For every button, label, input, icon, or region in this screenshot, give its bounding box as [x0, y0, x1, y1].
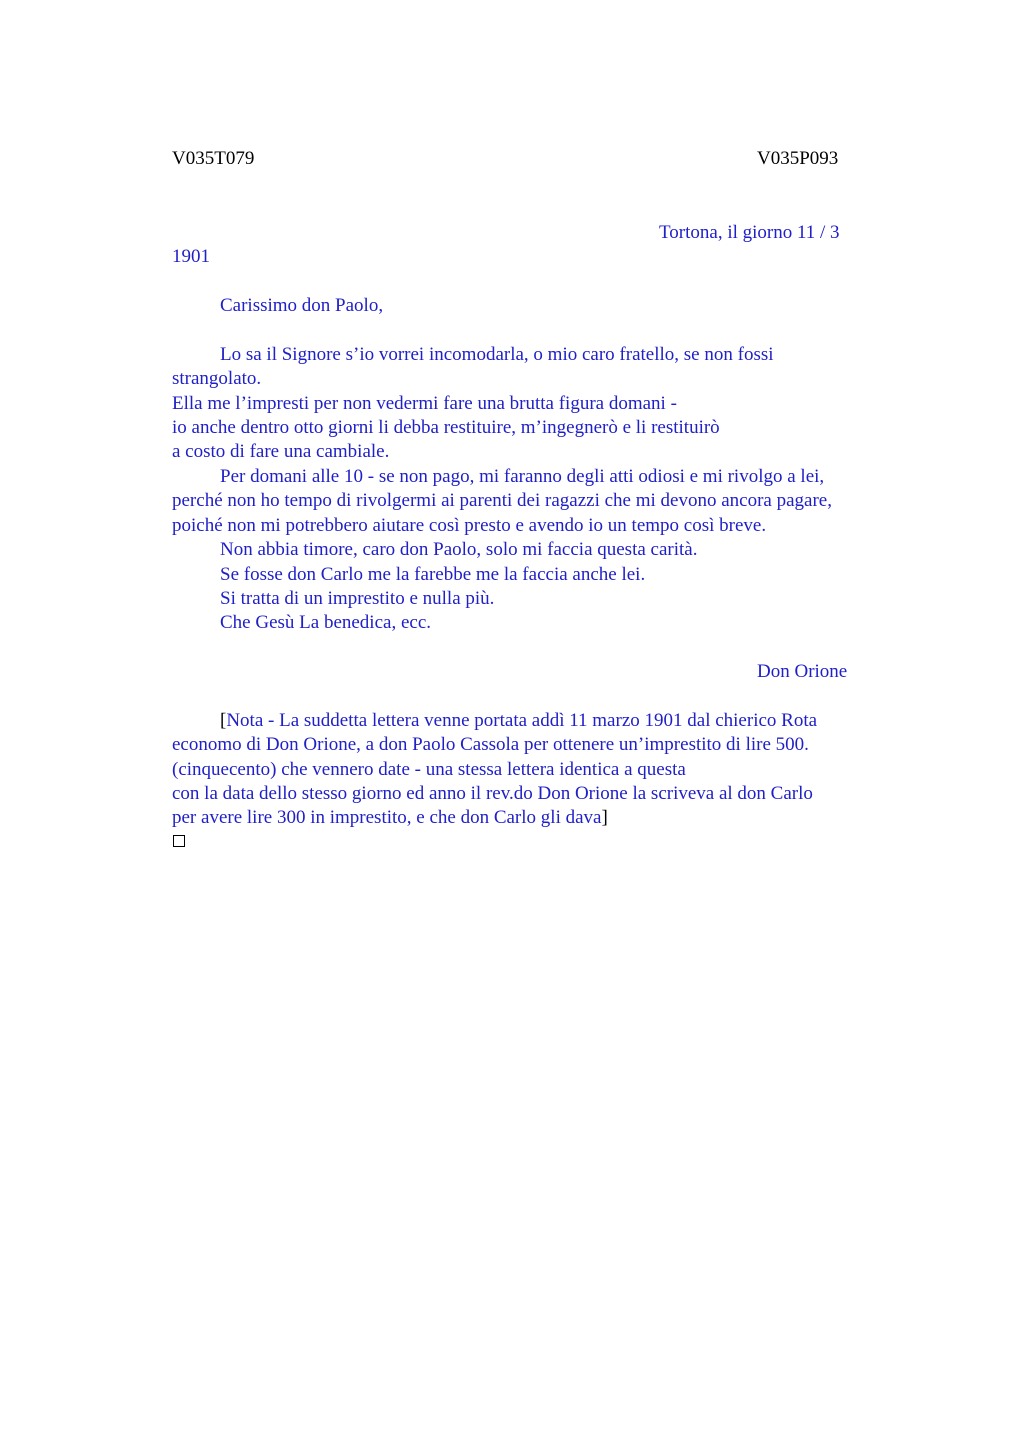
signature: Don Orione — [757, 661, 848, 682]
body-line: io anche dentro otto giorni li debba restituire, m’ingegnerò e li restituirò — [172, 417, 720, 438]
note-line: (cinquecento) che vennero date - una stessa lettera identica a questa — [172, 759, 686, 780]
body-line: Non abbia timore, caro don Paolo, solo mi faccia questa carità. — [220, 539, 698, 560]
letter-date: Tortona, il giorno 11 / 3 — [659, 222, 840, 243]
note-line — [220, 709, 817, 733]
body-line: Lo sa il Signore s’io vorrei incomodarla, o mio caro fratello, se non fossi — [220, 344, 774, 365]
checkbox-square-icon — [173, 835, 185, 847]
volume-code-left: V035T079 — [172, 148, 255, 169]
body-line: Si tratta di un imprestito e nulla più. — [220, 588, 495, 609]
body-line: Ella me l’impresti per non vedermi fare una brutta figura domani - — [172, 393, 677, 414]
salutation: Carissimo don Paolo, — [220, 295, 384, 316]
body-line: Che Gesù La benedica, ecc. — [220, 612, 432, 633]
letter-year: 1901 — [172, 246, 210, 267]
note-text: per avere lire 300 in imprestito, e che don Carlo gli dava — [172, 807, 602, 828]
note-open-bracket: [ — [220, 710, 227, 731]
note-line: economo di Don Orione, a don Paolo Cassola per ottenere un’imprestito di lire 500. — [172, 734, 809, 755]
body-line: perché non ho tempo di rivolgermi ai parenti dei ragazzi che mi devono ancora pagare, — [172, 490, 832, 511]
note-line: con la data dello stesso giorno ed anno il rev.do Don Orione la scriveva al don Carlo — [172, 783, 813, 804]
body-line: strangolato. — [172, 368, 262, 389]
note-close-bracket: ] — [601, 807, 608, 828]
volume-code-right: V035P093 — [757, 148, 839, 169]
note-text: Nota - La suddetta lettera venne portata addì 11 marzo 1901 dal chierico Rota — [226, 710, 818, 731]
body-line: Per domani alle 10 - se non pago, mi faranno degli atti odiosi e mi rivolgo a lei, — [220, 466, 825, 487]
body-line: a costo di fare una cambiale. — [172, 441, 390, 462]
body-line: poiché non mi potrebbero aiutare così presto e avendo io un tempo così breve. — [172, 515, 767, 536]
note-line — [172, 806, 608, 830]
body-line: Se fosse don Carlo me la farebbe me la faccia anche lei. — [220, 564, 646, 585]
